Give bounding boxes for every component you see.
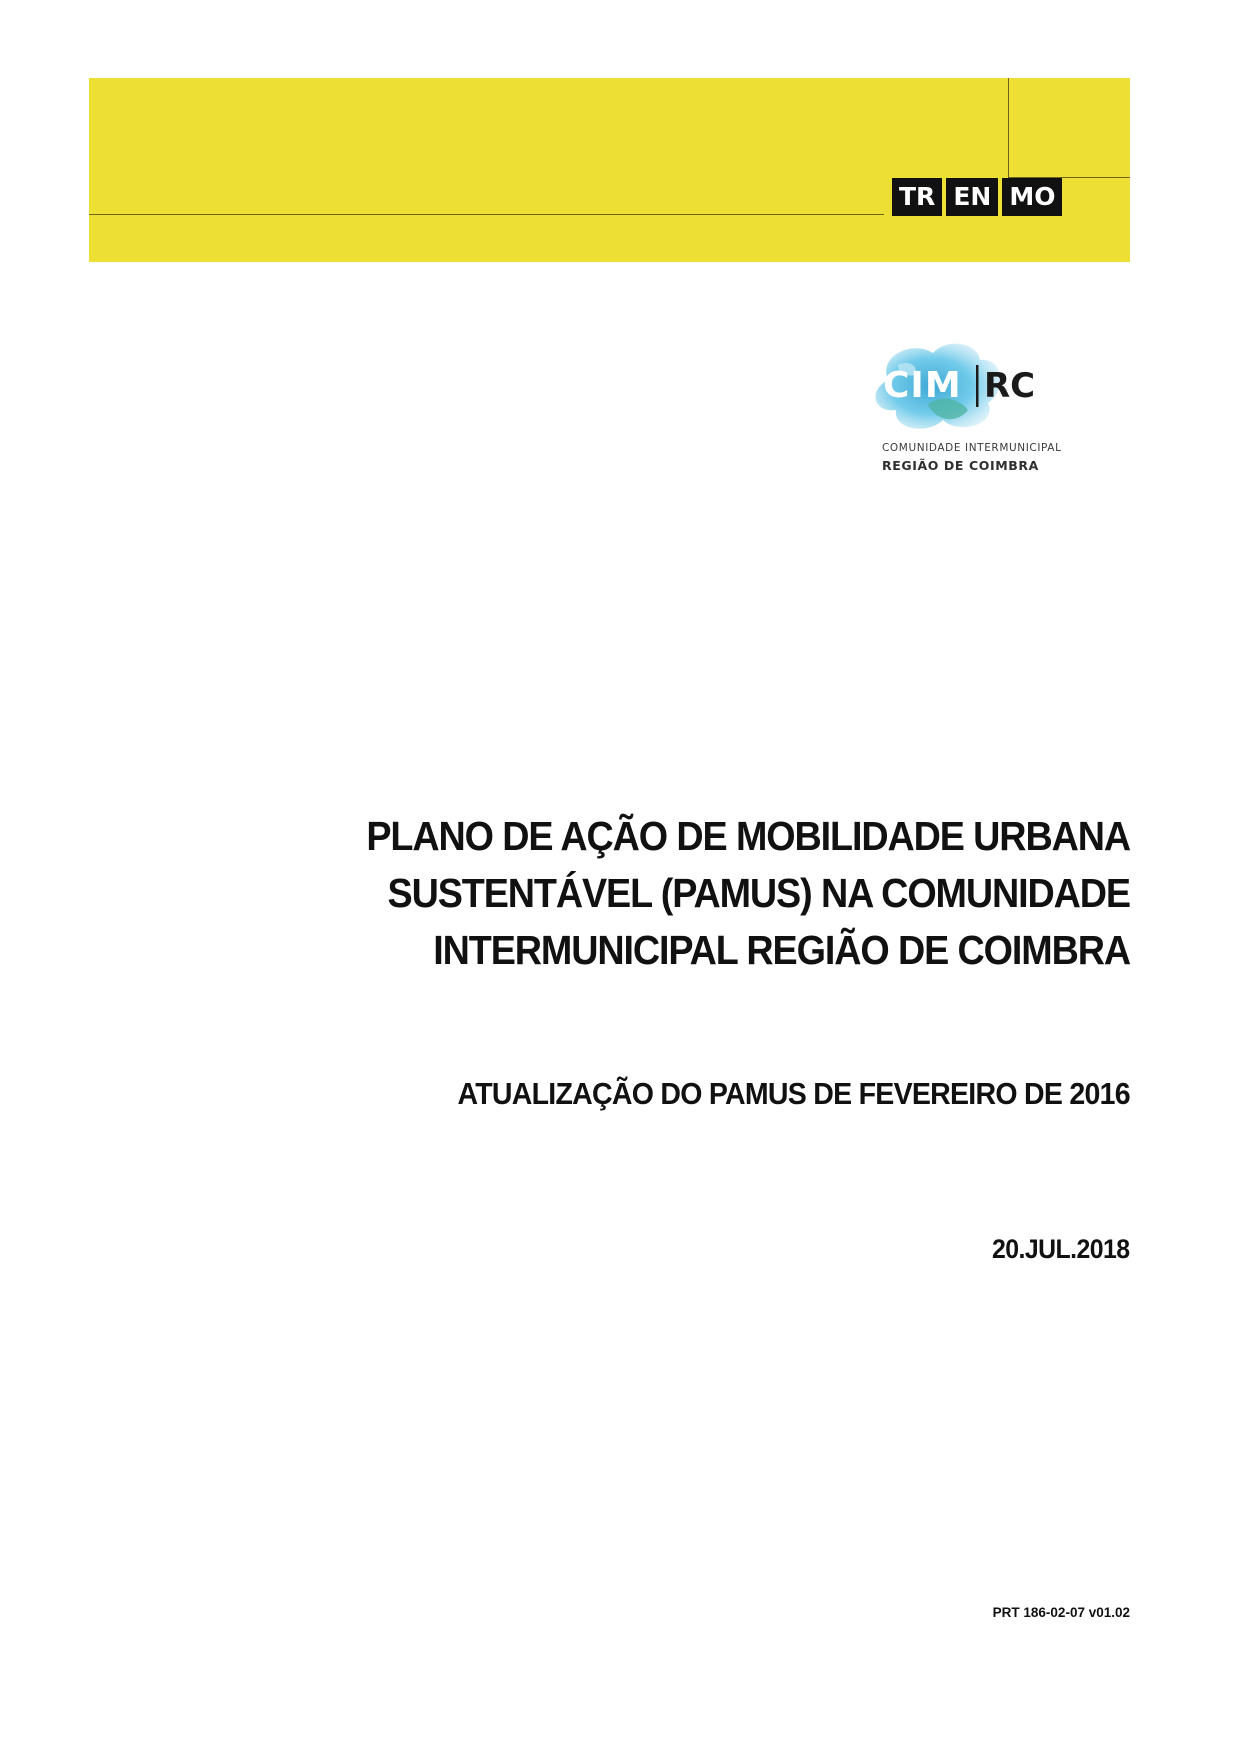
trenmo-logo-part: EN <box>946 178 998 216</box>
org-name-line2: REGIÃO DE COIMBRA <box>882 458 1039 473</box>
trenmo-logo-part: MO <box>1002 178 1062 216</box>
title-line: INTERMUNICIPAL REGIÃO DE COIMBRA <box>433 927 1130 973</box>
rc-mark-text: RC <box>984 366 1036 406</box>
header-band <box>89 78 1130 262</box>
document-date: 20.JUL.2018 <box>992 1234 1130 1264</box>
cim-cloud-icon <box>858 335 1078 440</box>
header-rule-vertical <box>1008 78 1009 186</box>
title-line: SUSTENTÁVEL (PAMUS) NA COMUNIDADE <box>387 870 1130 916</box>
title-line: PLANO DE AÇÃO DE MOBILIDADE URBANA <box>366 813 1130 859</box>
cim-rc-logo <box>858 335 1078 475</box>
document-title <box>210 808 1130 979</box>
trenmo-logo-part: TR <box>892 178 942 216</box>
header-rule-horizontal <box>89 214 884 215</box>
document-subtitle: ATUALIZAÇÃO DO PAMUS DE FEVEREIRO DE 2016 <box>457 1076 1130 1111</box>
document-code: PRT 186-02-07 v01.02 <box>992 1605 1130 1620</box>
org-name-line1: COMUNIDADE INTERMUNICIPAL <box>882 442 1062 454</box>
trenmo-logo <box>892 178 1062 216</box>
cim-mark-text: CIM <box>883 365 962 406</box>
